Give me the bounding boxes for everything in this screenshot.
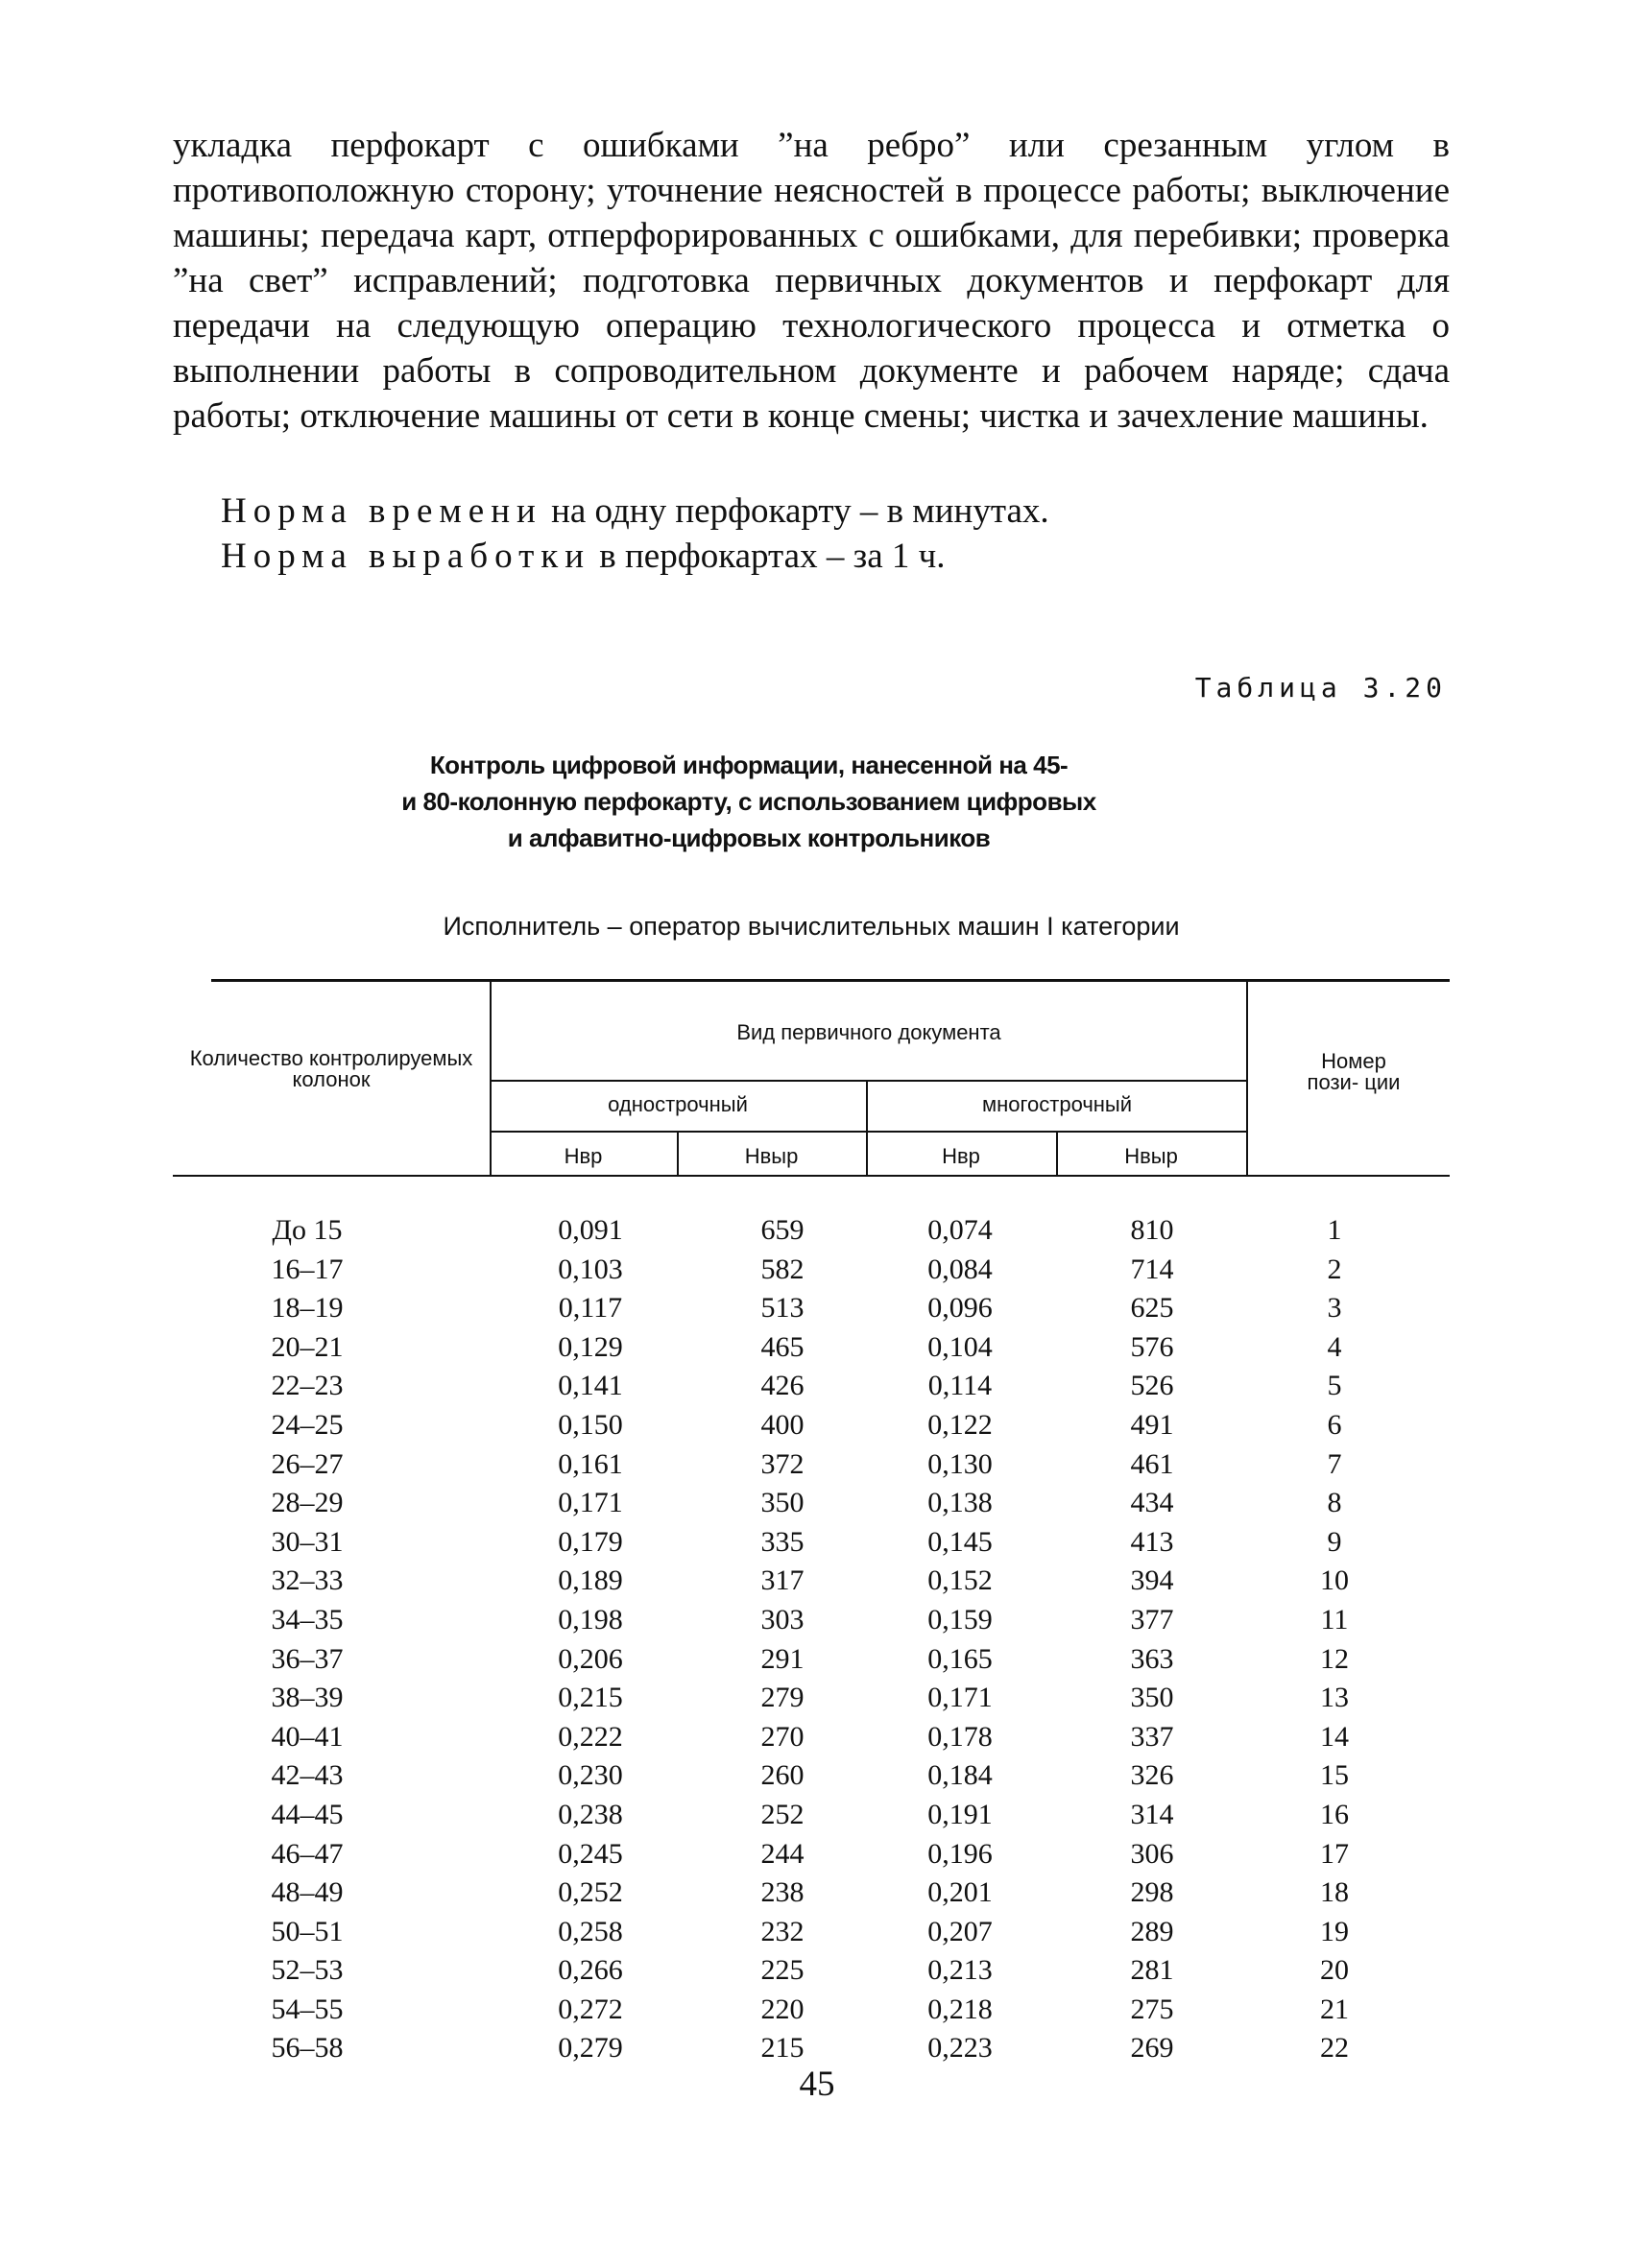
cell-single-hvyr: 225: [760, 1954, 805, 1987]
cell-single-hvr: 0,150: [558, 1408, 623, 1441]
cell-multi-hvyr: 434: [1130, 1487, 1174, 1519]
cell-single-hvr: 0,161: [558, 1447, 623, 1480]
cell-multi-hvr: 0,165: [927, 1642, 993, 1675]
cell-columns: 30–31: [271, 1525, 344, 1558]
table-row: [173, 1718, 1450, 1757]
cell-multi-hvyr: 576: [1130, 1330, 1174, 1363]
cell-single-hvyr: 465: [760, 1330, 805, 1363]
table-row: [173, 1874, 1450, 1913]
norm-output-rest: в перфокартах – за 1 ч.: [590, 537, 946, 576]
table-row: [173, 1640, 1450, 1680]
cell-columns: 20–21: [271, 1330, 344, 1363]
cell-columns: 46–47: [271, 1837, 344, 1870]
cell-single-hvyr: 513: [760, 1292, 805, 1325]
cell-position: 11: [1320, 1603, 1349, 1635]
cell-single-hvr: 0,230: [558, 1759, 623, 1792]
cell-multi-hvyr: 461: [1130, 1447, 1174, 1480]
cell-single-hvr: 0,117: [558, 1292, 623, 1325]
table-number: Таблица 3.20: [1194, 672, 1447, 704]
cell-multi-hvyr: 326: [1130, 1759, 1174, 1792]
cell-multi-hvr: 0,130: [927, 1447, 993, 1480]
table-row: [173, 1913, 1450, 1952]
norm-time-term: Норма времени: [221, 491, 542, 531]
cell-position: 9: [1327, 1525, 1342, 1558]
table-caption: [269, 747, 1229, 856]
norm-output-line: [221, 534, 946, 579]
cell-multi-hvr: 0,184: [927, 1759, 993, 1792]
cell-columns: До 15: [272, 1214, 343, 1246]
cell-multi-hvyr: 337: [1130, 1720, 1174, 1753]
cell-position: 15: [1320, 1759, 1349, 1792]
cell-position: 10: [1320, 1564, 1349, 1597]
cell-columns: 22–23: [271, 1370, 344, 1402]
table-row: [173, 1756, 1450, 1796]
caption-line-2: и 80-колонную перфокарту, с использованием цифровых: [401, 787, 1096, 816]
cell-single-hvyr: 582: [760, 1253, 805, 1285]
cell-single-hvyr: 244: [760, 1837, 805, 1870]
cell-multi-hvr: 0,138: [927, 1487, 993, 1519]
cell-single-hvyr: 215: [760, 2032, 805, 2065]
table-row: [173, 1406, 1450, 1445]
table-row: [173, 1951, 1450, 1991]
cell-position: 20: [1320, 1954, 1349, 1987]
cell-position: 4: [1327, 1330, 1342, 1363]
cell-single-hvr: 0,245: [558, 1837, 623, 1870]
cell-single-hvyr: 232: [760, 1915, 805, 1947]
cell-columns: 52–53: [271, 1954, 344, 1987]
cell-position: 14: [1320, 1720, 1349, 1753]
cell-single-hvyr: 252: [760, 1798, 805, 1830]
cell-multi-hvr: 0,207: [927, 1915, 993, 1947]
cell-single-hvyr: 335: [760, 1525, 805, 1558]
table-row: [173, 1835, 1450, 1874]
cell-multi-hvr: 0,114: [927, 1370, 993, 1402]
table-row: [173, 1445, 1450, 1485]
header-hvyr-2: Нвыр: [1124, 1144, 1178, 1168]
cell-position: 5: [1327, 1370, 1342, 1402]
cell-columns: 50–51: [271, 1915, 344, 1947]
page-number: 45: [799, 2065, 835, 2104]
table-row: [173, 1601, 1450, 1640]
cell-single-hvyr: 317: [760, 1564, 805, 1597]
cell-multi-hvr: 0,178: [927, 1720, 993, 1753]
caption-line-1: Контроль цифровой информации, нанесенной на 45-: [429, 751, 1069, 779]
cell-multi-hvyr: 281: [1130, 1954, 1174, 1987]
cell-single-hvr: 0,266: [558, 1954, 623, 1987]
cell-multi-hvr: 0,196: [927, 1837, 993, 1870]
cell-single-hvr: 0,189: [558, 1564, 623, 1597]
header-position: Номер пози- ции: [1307, 1049, 1401, 1094]
header-hvyr-1: Нвыр: [744, 1144, 799, 1168]
cell-single-hvr: 0,103: [558, 1253, 623, 1285]
header-subline-1: [490, 1080, 1248, 1082]
table-row: [173, 1367, 1450, 1406]
cell-position: 18: [1320, 1876, 1349, 1909]
cell-multi-hvyr: 526: [1130, 1370, 1174, 1402]
table-row: [173, 2029, 1450, 2068]
cell-multi-hvyr: 377: [1130, 1603, 1174, 1635]
cell-multi-hvr: 0,122: [927, 1408, 993, 1441]
cell-columns: 44–45: [271, 1798, 344, 1830]
intro-text: укладка перфокарт с ошибками ”на ребро” или срезанным углом в противоположную сторону; уточнение неясностей в процессе работы; выключение машины; передача карт, отперфорированных с ошибками, для перебивки; проверка ”на свет” исправлений; подготовка первичных документов и перфокарт для передачи на следующую операцию технологического процесса и отметка о выполнении работы в сопроводительном документе и рабочем наряде; сдача работы; отключение машины от сети в конце смены; чистка и зачехление машины.: [173, 126, 1450, 436]
cell-multi-hvr: 0,191: [927, 1798, 993, 1830]
cell-single-hvr: 0,141: [558, 1370, 623, 1402]
cell-single-hvyr: 291: [760, 1642, 805, 1675]
cell-single-hvr: 0,252: [558, 1876, 623, 1909]
intro-paragraph: [173, 123, 1450, 439]
cell-single-hvyr: 270: [760, 1720, 805, 1753]
table-row: [173, 1562, 1450, 1601]
cell-single-hvr: 0,222: [558, 1720, 623, 1753]
cell-columns: 18–19: [271, 1292, 344, 1325]
cell-single-hvyr: 372: [760, 1447, 805, 1480]
cell-columns: 36–37: [271, 1642, 344, 1675]
cell-multi-hvyr: 625: [1130, 1292, 1174, 1325]
cell-columns: 48–49: [271, 1876, 344, 1909]
cell-columns: 54–55: [271, 1993, 344, 2025]
header-vline-2: [1246, 979, 1248, 1177]
cell-single-hvr: 0,206: [558, 1642, 623, 1675]
table-row: [173, 1679, 1450, 1718]
cell-columns: 34–35: [271, 1603, 344, 1635]
cell-single-hvr: 0,272: [558, 1993, 623, 2025]
header-subline-2: [490, 1131, 1248, 1133]
table-row: [173, 1211, 1450, 1251]
cell-multi-hvr: 0,145: [927, 1525, 993, 1558]
cell-multi-hvr: 0,213: [927, 1954, 993, 1987]
cell-multi-hvyr: 269: [1130, 2032, 1174, 2065]
cell-single-hvr: 0,258: [558, 1915, 623, 1947]
cell-columns: 28–29: [271, 1487, 344, 1519]
cell-single-hvyr: 350: [760, 1487, 805, 1519]
cell-single-hvr: 0,179: [558, 1525, 623, 1558]
norm-time-rest: на одну перфокарту – в минутах.: [541, 491, 1049, 531]
cell-single-hvyr: 279: [760, 1682, 805, 1714]
table-row: [173, 1289, 1450, 1328]
header-multi: многострочный: [981, 1092, 1133, 1116]
table-row: [173, 1796, 1450, 1835]
cell-single-hvyr: 260: [760, 1759, 805, 1792]
cell-position: 16: [1320, 1798, 1349, 1830]
cell-multi-hvr: 0,104: [927, 1330, 993, 1363]
norm-output-term: Норма выработки: [221, 537, 591, 576]
cell-single-hvyr: 426: [760, 1370, 805, 1402]
table-row: [173, 1523, 1450, 1563]
cell-multi-hvyr: 714: [1130, 1253, 1174, 1285]
cell-multi-hvr: 0,096: [927, 1292, 993, 1325]
cell-columns: 56–58: [271, 2032, 344, 2065]
cell-multi-hvyr: 314: [1130, 1798, 1174, 1830]
header-bottom-rule: [173, 1175, 1450, 1177]
performer-line: Исполнитель – оператор вычислительных машин I категории: [443, 912, 1180, 941]
cell-single-hvr: 0,279: [558, 2032, 623, 2065]
cell-single-hvr: 0,129: [558, 1330, 623, 1363]
cell-multi-hvr: 0,171: [927, 1682, 993, 1714]
header-hvr-2: Нвр: [942, 1144, 980, 1168]
cell-position: 17: [1320, 1837, 1349, 1870]
cell-single-hvr: 0,171: [558, 1487, 623, 1519]
cell-multi-hvr: 0,159: [927, 1603, 993, 1635]
cell-position: 8: [1327, 1487, 1342, 1519]
cell-multi-hvyr: 350: [1130, 1682, 1174, 1714]
cell-multi-hvr: 0,218: [927, 1993, 993, 2025]
cell-columns: 42–43: [271, 1759, 344, 1792]
cell-position: 7: [1327, 1447, 1342, 1480]
cell-position: 1: [1327, 1214, 1342, 1246]
cell-columns: 16–17: [271, 1253, 344, 1285]
cell-position: 21: [1320, 1993, 1349, 2025]
cell-position: 13: [1320, 1682, 1349, 1714]
cell-multi-hvyr: 413: [1130, 1525, 1174, 1558]
table-row: [173, 1251, 1450, 1290]
cell-position: 6: [1327, 1408, 1342, 1441]
table-body: [173, 1211, 1450, 2068]
table-header: [173, 979, 1450, 1181]
cell-multi-hvr: 0,223: [927, 2032, 993, 2065]
cell-position: 3: [1327, 1292, 1342, 1325]
cell-single-hvyr: 400: [760, 1408, 805, 1441]
cell-single-hvr: 0,238: [558, 1798, 623, 1830]
table-row: [173, 1328, 1450, 1368]
header-top-rule: [211, 979, 1450, 982]
cell-multi-hvr: 0,084: [927, 1253, 993, 1285]
cell-single-hvyr: 238: [760, 1876, 805, 1909]
cell-columns: 32–33: [271, 1564, 344, 1597]
cell-position: 22: [1320, 2032, 1349, 2065]
cell-single-hvr: 0,091: [558, 1214, 623, 1246]
cell-position: 2: [1327, 1253, 1342, 1285]
cell-single-hvyr: 303: [760, 1603, 805, 1635]
cell-single-hvr: 0,198: [558, 1603, 623, 1635]
cell-columns: 24–25: [271, 1408, 344, 1441]
norm-time-line: [221, 489, 1049, 534]
cell-single-hvyr: 659: [760, 1214, 805, 1246]
cell-single-hvyr: 220: [760, 1993, 805, 2025]
cell-multi-hvyr: 394: [1130, 1564, 1174, 1597]
table-row: [173, 1484, 1450, 1523]
cell-columns: 38–39: [271, 1682, 344, 1714]
cell-multi-hvyr: 810: [1130, 1214, 1174, 1246]
cell-multi-hvyr: 363: [1130, 1642, 1174, 1675]
cell-position: 12: [1320, 1642, 1349, 1675]
table-row: [173, 1991, 1450, 2030]
cell-columns: 40–41: [271, 1720, 344, 1753]
header-doc-type: Вид первичного документа: [736, 1020, 1001, 1044]
header-single: однострочный: [608, 1092, 748, 1116]
header-hvr-1: Нвр: [564, 1144, 603, 1168]
cell-multi-hvr: 0,201: [927, 1876, 993, 1909]
cell-multi-hvyr: 289: [1130, 1915, 1174, 1947]
caption-line-3: и алфавитно-цифровых контрольников: [507, 824, 991, 852]
header-col-count: Количество контролируемых колонок: [189, 1046, 473, 1091]
cell-columns: 26–27: [271, 1447, 344, 1480]
cell-position: 19: [1320, 1915, 1349, 1947]
cell-multi-hvyr: 275: [1130, 1993, 1174, 2025]
cell-multi-hvyr: 306: [1130, 1837, 1174, 1870]
cell-multi-hvyr: 491: [1130, 1408, 1174, 1441]
cell-multi-hvr: 0,074: [927, 1214, 993, 1246]
cell-multi-hvyr: 298: [1130, 1876, 1174, 1909]
cell-multi-hvr: 0,152: [927, 1564, 993, 1597]
cell-single-hvr: 0,215: [558, 1682, 623, 1714]
